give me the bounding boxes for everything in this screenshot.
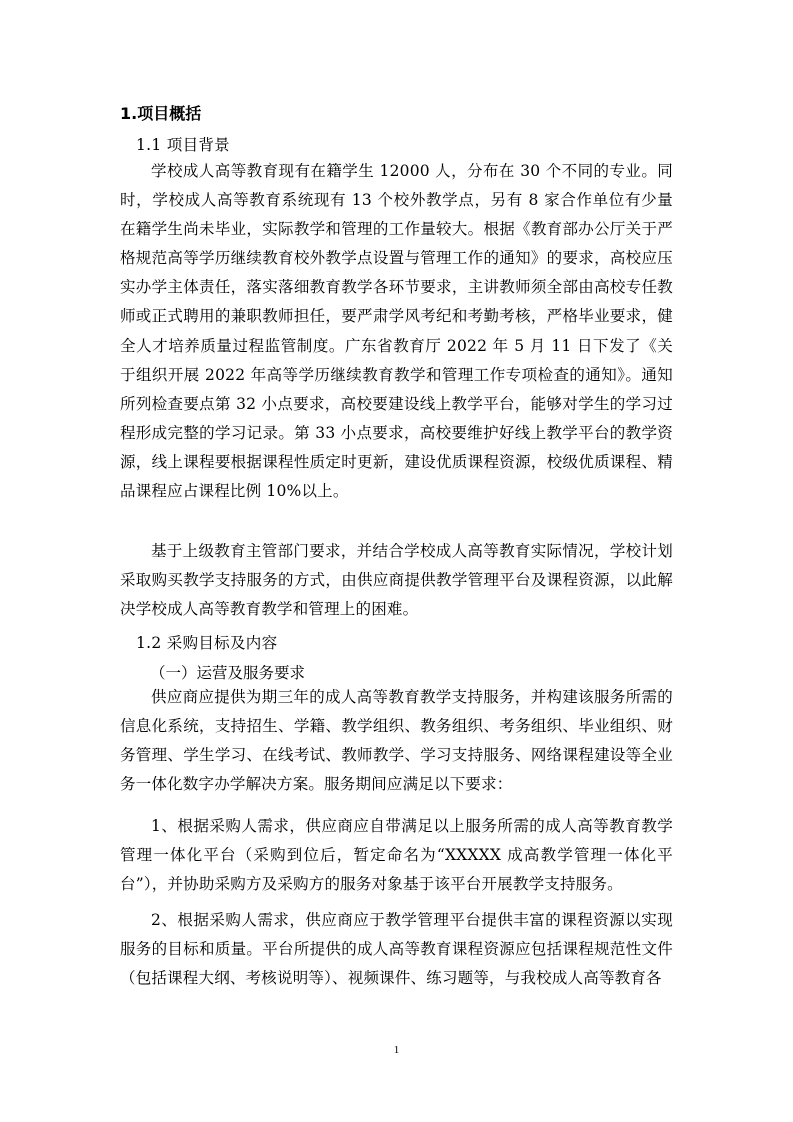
paragraph-requirement-1: 1、根据采购人需求，供应商应自带满足以上服务所需的成人高等教育教学管理一体化平台（采购到位后，暂定命名为“XXXXX 成高教学管理一体化平台”），并协助采购方及采购方的服务对象基于该平台开展教学支持服务。 (120, 817, 673, 894)
heading-project-overview: 1.项目概括 (120, 104, 202, 123)
paragraph-background: 学校成人高等教育现有在籍学生 12000 人，分布在 30 个不同的专业。同时，学校成人高等教育系统现有 13 个校外教学点，另有 8 家合作单位有少量在籍学生尚未毕业，实际教学和管理的工作量较大。根据《教育部办公厅关于严格规范高等学历继续教育校外教学点设置与管理工作的通知》的要求，高校应压实办学主体责任，落实落细教育教学各环节要求，主讲教师须全部由高校专任教师或正式聘用的兼职教师担任，要严肃学风考纪和考勤考核，严格毕业要求，健全人才培养质量过程监管制度。广东省教育厅 2022 年 5 月 11 日下发了《关于组织开展 2022 年高等学历继续教育教学和管理工作专项检查的通知》。通知所列检查要点第 32 小点要求，高校要建设线上教学平台，能够对学生的学习过程形成完整的学习记录。第 33 小点要求，高校要维护好线上教学平台的教学资源，线上课程要根据课程性质定时更新，建设优质课程资源，校级优质课程、精品课程应占课程比例 10%以上。 (120, 162, 673, 501)
section-heading-procurement-goals: 1.2 采购目标及内容 (136, 634, 278, 652)
paragraph-plan: 基于上级教育主管部门要求，并结合学校成人高等教育实际情况，学校计划采取购买教学支持服务的方式，由供应商提供教学管理平台及课程资源，以此解决学校成人高等教育教学和管理上的困难。 (120, 542, 673, 619)
paragraph-service-requirements: 供应商应提供为期三年的成人高等教育教学支持服务，并构建该服务所需的信息化系统，支持招生、学籍、教学组织、教务组织、考务组织、毕业组织、财务管理、学生学习、在线考试、教师教学、学习支持服务、网络课程建设等全业务一体化数字办学解决方案。服务期间应满足以下要求： (120, 688, 673, 794)
paragraph-requirement-2: 2、根据采购人需求，供应商应于教学管理平台提供丰富的课程资源以实现服务的目标和质量。平台所提供的成人高等教育课程资源应包括课程规范性文件（包括课程大纲、考核说明等）、视频课件、练习题等，与我校成人高等教育各 (120, 911, 673, 988)
subsection-heading-operation-requirements: （一）运营及服务要求 (150, 664, 306, 682)
section-heading-background: 1.1 项目背景 (136, 136, 230, 154)
page-number: 1 (393, 1044, 400, 1056)
